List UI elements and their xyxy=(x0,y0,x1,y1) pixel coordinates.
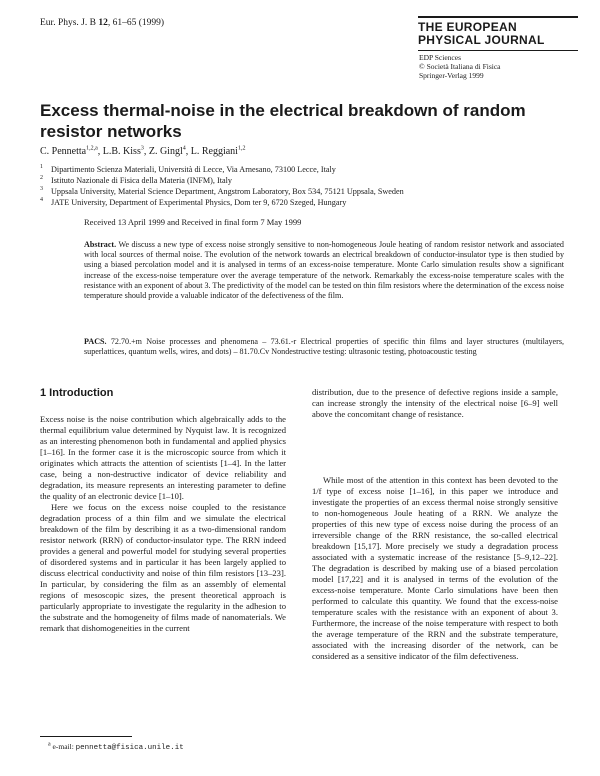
publisher-2: © Società Italiana di Fisica xyxy=(419,61,501,71)
footnote xyxy=(48,742,184,752)
received-dates: Received 13 April 1999 and Received in final form 7 May 1999 xyxy=(84,217,302,227)
right-column-body xyxy=(312,475,558,662)
author-name: L. Reggiani xyxy=(190,146,238,157)
author-affil-marker: 1,2 xyxy=(237,145,246,152)
logo-rule xyxy=(418,50,578,51)
footnote-marker: a xyxy=(48,741,51,748)
journal-reference xyxy=(40,18,164,28)
author-separator: , xyxy=(185,146,191,157)
author-affil-marker: 4 xyxy=(182,145,186,152)
left-column xyxy=(40,414,286,634)
paper-title: Excess thermal-noise in the electrical breakdown of random resistor networks xyxy=(40,101,526,141)
footnote-label: e-mail: xyxy=(52,742,74,751)
section-heading: 1 Introduction xyxy=(40,387,114,399)
affiliation-number: 4 xyxy=(40,197,43,203)
affiliation-item xyxy=(40,164,570,175)
affiliation-number: 3 xyxy=(40,186,43,192)
affiliation-item xyxy=(40,175,570,186)
author xyxy=(149,146,191,157)
author xyxy=(103,146,149,157)
email-link[interactable]: pennetta@fisica.unile.it xyxy=(75,744,184,752)
affiliation-item xyxy=(40,186,570,197)
journal-year: (1999) xyxy=(138,18,165,28)
author xyxy=(191,146,246,157)
publisher-1: EDP Sciences xyxy=(419,52,462,62)
paragraph: Excess noise is the noise contribution which algebraically adds to the thermal equilibrium value determined by Nyquist law. It is recognized as an interesting phenomenon both in fundamental and applied physics [1–16]. In the former case it is the microscopic source from which it originates which attracts the attention of scientists [1–4]. In the latter case, being a non-destructive indicator of device reliability and degradation, its measure represents an interesting parameter to define the quality of an electronic device [1–10]. xyxy=(40,414,286,501)
pacs-codes xyxy=(84,337,564,357)
pacs-text: 72.70.+m Noise processes and phenomena – 73.61.-r Electrical properties of specific thin films and layer structures (multilayers, superlattices, quantum wells, wires, and dots) – 81.70.Cv Nondestructive testing: ultrasonic testing, photoacoustic testing xyxy=(84,337,565,357)
right-column-top xyxy=(312,387,558,420)
author-list xyxy=(40,146,245,157)
paragraph: distribution, due to the presence of defective regions inside a sample, can increase strongly the intensity of the electrical noise [6–9] well above the concomitant change of resistance. xyxy=(312,387,558,419)
publisher-3: Springer-Verlag 1999 xyxy=(419,70,484,80)
author-name: C. Pennetta xyxy=(40,146,87,157)
abstract-label: Abstract. xyxy=(84,240,117,249)
journal-logo xyxy=(418,16,578,80)
logo-line-1: THE EUROPEAN xyxy=(418,19,517,34)
journal-pages: , 61–65 xyxy=(107,18,137,28)
logo-line-2: PHYSICAL JOURNAL xyxy=(418,32,545,47)
journal-volume: 12 xyxy=(98,18,108,28)
footnote-rule xyxy=(40,736,132,737)
pacs-label: PACS. xyxy=(84,337,107,346)
affiliation-number: 2 xyxy=(40,175,43,181)
affiliation-text: Uppsala University, Material Science Department, Angstrom Laboratory, Box 534, 75121 Uppsala, Sweden xyxy=(51,187,404,196)
publisher-info xyxy=(418,53,578,80)
affiliation-text: Istituto Nazionale di Fisica della Materia (INFM), Italy xyxy=(51,176,232,185)
paragraph: While most of the attention in this context has been devoted to the 1/f type of excess noise [1–16], in this paper we introduce and investigate the properties of an excess thermal noise strongly sensitive to non-homogeneous Joule heating of a RRN. We analyze the properties of this new type of excess noise during the process of an irreversible change of the RRN resistance, the so-called electrical breakdown [15,17]. More precisely we study a degradation process associated with a systematic increase of the resistance [5–9,12–22]. The degradation is described by making use of a biased percolation model [17,22] and it is analysed in terms of the evolution of the excess-noise temperature. Monte Carlo simulations have been then performed to calculate this quantity. We found that the excess-noise temperature scales with the resistance with an exponent of about 3. Furthermore, the increase of the noise temperature with respect to both the average temperature of the RRN and the substrate temperature, associated with the increasing disorder of the network, can be considered as a sensitive indicator of the film defectiveness. xyxy=(312,475,558,661)
author-separator: , xyxy=(97,146,103,157)
author-affil-marker: 1,2,a xyxy=(86,145,98,152)
abstract-text: We discuss a new type of excess noise strongly sensitive to non-homogeneous Joule heating of random resistor network and associated with local sources of thermal noise. The evolution of the network towards an electrical breakdown of conductor-insulator type is then studied by using a biased percolation model and it is analysed in terms of an excess-noise temperature. Monte Carlo simulation results show a significant increase of the excess-noise temperature over the average temperature of the network. Remarkably the excess-noise temperature scales with the resistance with an exponent of about 3. The predictivity of the model can be tested on thin film resistors where the determination of the excess noise temperature should provide a valuable indicator of the defectiveness of the film. xyxy=(84,240,564,301)
affiliation-text: Dipartimento Scienza Materiali, Università di Lecce, Via Arnesano, 73100 Lecce, Italy xyxy=(51,165,336,174)
paragraph: Here we focus on the excess noise coupled to the resistance degradation process of a thin film and we simulate the electrical breakdown of the film by describing it as a two-dimensional random resistor network (RRN) of conductor-insulator type. The RRN indeed provides a general and powerful model for studying several properties of disordered systems and in particular it has been largely applied to discuss electrical conductivity and noise of thin film resistors [13–23]. In particular, by considering the film as an assembly of elemental regions of mesoscopic sizes, the present theoretical approach is particularly appropriate to investigate the regularity in the adhesion to the substrate and the homogeneity of films made of nanomaterials. We remark that dishomogeneities in the current xyxy=(40,502,286,633)
author xyxy=(40,146,103,157)
author-name: Z. Gingl xyxy=(148,146,183,157)
affiliation-list xyxy=(40,164,570,208)
author-name: L.B. Kiss xyxy=(102,146,141,157)
author-separator: , xyxy=(143,146,149,157)
logo-top-rule xyxy=(418,16,578,18)
affiliation-item xyxy=(40,197,570,208)
journal-abbrev: Eur. Phys. J. B xyxy=(40,18,96,28)
affiliation-text: JATE University, Department of Experimental Physics, Dom ter 9, 6720 Szeged, Hungary xyxy=(51,198,347,207)
affiliation-number: 1 xyxy=(40,164,43,170)
abstract xyxy=(84,240,564,301)
author-affil-marker: 3 xyxy=(140,145,144,152)
